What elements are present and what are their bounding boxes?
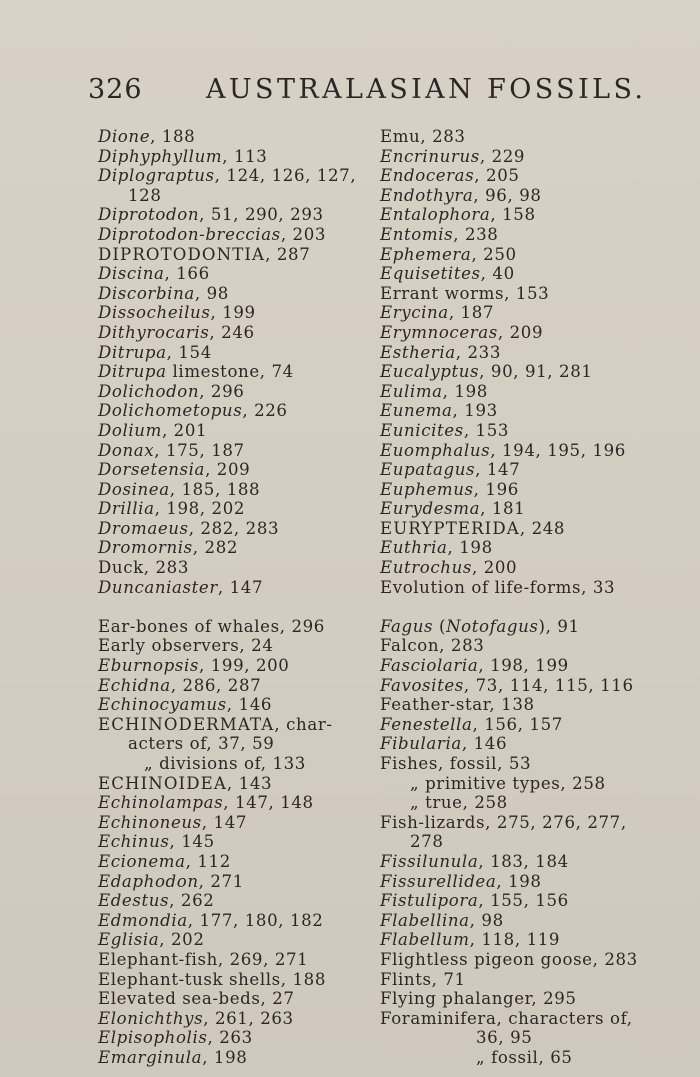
- index-term: Dolichometopus: [98, 401, 243, 421]
- index-term: Dosinea: [98, 479, 170, 499]
- index-page-refs: , 238: [453, 224, 499, 244]
- index-term: Diprotodon: [98, 205, 200, 225]
- index-term: Eutrochus: [380, 558, 472, 578]
- index-entry: [380, 1048, 680, 1068]
- index-term: Eurydesma: [380, 499, 481, 519]
- index-page-refs: , 124, 126, 127,: [214, 166, 357, 186]
- index-entry: [380, 343, 680, 363]
- index-term: Fissurellidea: [380, 871, 497, 891]
- index-page-refs: , 198: [447, 538, 493, 558]
- index-page-refs: , 194, 195, 196: [490, 440, 626, 460]
- index-term: Ditrupa: [98, 342, 167, 362]
- index-entry: [98, 205, 360, 225]
- index-page-refs: , 200: [471, 558, 518, 578]
- index-page-refs: , 198: [442, 381, 488, 401]
- index-entry: [380, 695, 680, 715]
- index-page-refs: , 51, 290, 293: [199, 205, 324, 225]
- index-term: Fish-lizards: [380, 812, 486, 832]
- index-entry: [380, 362, 680, 382]
- index-term: Eulima: [380, 381, 443, 401]
- index-page-refs: , 199, 200: [199, 656, 290, 676]
- index-term: Diprotodon-breccias: [98, 224, 281, 244]
- index-entry: [98, 127, 360, 147]
- index-page-refs: , 187: [448, 303, 495, 323]
- index-entry: [98, 225, 360, 245]
- index-entry: [380, 284, 680, 304]
- index-entry: [380, 930, 680, 950]
- index-page-refs: , 147: [475, 460, 521, 480]
- index-term: Euphemus: [380, 479, 474, 499]
- index-term: Discina: [98, 264, 165, 284]
- index-entry: [98, 323, 360, 343]
- index-page-refs: , 118, 119: [469, 930, 561, 950]
- index-page-refs: , 275, 276, 277,: [485, 812, 627, 832]
- section-gap: [98, 597, 360, 617]
- index-entry: [380, 656, 680, 676]
- index-page-refs: 128: [128, 185, 162, 205]
- index-page-refs: , 96, 98: [473, 185, 542, 205]
- index-entry: [98, 617, 360, 637]
- index-entry: [380, 989, 680, 1009]
- index-entry: [98, 695, 360, 715]
- index-term: Dolichodon: [98, 381, 200, 401]
- index-entry: [98, 147, 360, 167]
- index-page-refs: , 153: [504, 283, 550, 303]
- index-entry: [380, 186, 680, 206]
- index-page-refs: , 209: [205, 460, 251, 480]
- index-page-refs: , 147: [201, 812, 248, 832]
- index-term: Echinoneus: [98, 812, 202, 832]
- index-entry: [380, 734, 680, 754]
- index-term: Dromaeus: [98, 518, 189, 538]
- index-entry: [98, 1048, 360, 1068]
- index-entry: [98, 245, 360, 265]
- index-page-refs: „ primitive types, 258: [410, 773, 606, 793]
- index-entry: [98, 715, 360, 735]
- index-entry: [98, 970, 360, 990]
- index-page-refs: , 166: [164, 264, 210, 284]
- index-entry: [98, 382, 360, 402]
- index-page-refs: , 24: [239, 636, 274, 656]
- index-page-refs: , 155, 156: [478, 891, 569, 911]
- index-term: Fenestella: [380, 714, 473, 734]
- index-term: Entomis: [380, 224, 454, 244]
- index-page-refs: , 143: [226, 773, 273, 793]
- index-entry: [380, 774, 680, 794]
- index-entry: [380, 832, 680, 852]
- index-page-refs: , 271: [198, 871, 244, 891]
- index-page-refs: , 198: [496, 871, 542, 891]
- index-page-refs: , 146: [461, 734, 508, 754]
- index-term: Eunicites: [380, 420, 464, 440]
- index-page-refs: , 226: [242, 401, 288, 421]
- index-term: Falcon: [380, 636, 440, 656]
- index-page-refs: , 282, 283: [188, 518, 280, 538]
- index-entry: [380, 911, 680, 931]
- index-term: Dromornis: [98, 538, 193, 558]
- index-term: Echinus: [98, 832, 170, 852]
- index-term: Duncaniaster: [98, 577, 218, 597]
- index-page-refs: , 73, 114, 115, 116: [463, 675, 634, 695]
- index-entry: [380, 421, 680, 441]
- index-page-refs: , 146: [226, 695, 273, 715]
- index-page-refs: , 262: [169, 891, 215, 911]
- index-term: Fagus: [380, 616, 434, 636]
- index-page-refs: , 183, 184: [478, 851, 569, 871]
- index-entry: [98, 480, 360, 500]
- index-page-refs: , 296: [279, 616, 325, 636]
- index-page-refs: , 261, 263: [203, 1008, 294, 1028]
- index-entry: [380, 480, 680, 500]
- index-entry: [98, 578, 360, 598]
- index-page-refs: , 209: [497, 322, 544, 342]
- index-term: Eunema: [380, 401, 453, 421]
- index-term: Eburnopsis: [98, 656, 199, 676]
- index-term: Flabellina: [380, 910, 470, 930]
- index-page-refs: , 246: [209, 322, 255, 342]
- index-term: Dione: [98, 127, 151, 146]
- index-entry: [98, 441, 360, 461]
- index-entry: [98, 872, 360, 892]
- index-entry: [98, 362, 360, 382]
- index-term: Endoceras: [380, 166, 475, 186]
- index-term: Echinolampas: [98, 793, 224, 813]
- index-entry: [98, 852, 360, 872]
- index-page-refs: , 156, 157: [472, 714, 563, 734]
- index-page-refs: , 269, 271: [217, 949, 309, 969]
- index-page-refs: , 233: [455, 342, 501, 362]
- index-page-refs: , 283: [592, 949, 638, 969]
- index-page-refs: , 282: [192, 538, 239, 558]
- index-page-refs: , 98: [194, 283, 229, 303]
- index-term: Estheria: [380, 342, 456, 362]
- index-page-refs: , 53: [497, 754, 532, 773]
- index-page-refs: , 199: [210, 303, 256, 323]
- index-page-refs: , 153: [463, 420, 510, 440]
- index-term: Entalophora: [380, 205, 491, 225]
- index-page-refs: , 147, 148: [223, 793, 314, 813]
- index-term: Equisetites: [380, 264, 481, 284]
- index-term: Fibularia: [380, 734, 462, 754]
- index-entry: [98, 989, 360, 1009]
- index-entry: [380, 538, 680, 558]
- index-term: Flints: [380, 969, 432, 989]
- index-term: Discorbina: [98, 283, 195, 303]
- index-page-refs: , 198: [202, 1047, 248, 1067]
- index-page-refs: , 113: [222, 146, 268, 166]
- index-term: Euthria: [380, 538, 448, 558]
- index-entry: [380, 617, 680, 637]
- index-term: Duck: [98, 558, 144, 578]
- index-page-refs: , 283: [439, 636, 485, 656]
- index-entry: [380, 401, 680, 421]
- index-term: Diphyphyllum: [98, 146, 223, 166]
- index-entry: [98, 832, 360, 852]
- index-entry: [98, 930, 360, 950]
- index-page-refs: acters of, 37, 59: [128, 734, 275, 754]
- index-term: ECHINODERMATA: [98, 714, 275, 734]
- index-page-refs: 278: [410, 832, 444, 852]
- index-entry: [380, 1009, 680, 1029]
- index-entry: [380, 323, 680, 343]
- index-page-refs: 36, 95: [476, 1028, 533, 1048]
- index-term: EURYPTERIDA: [380, 518, 520, 538]
- index-term: Edaphodon: [98, 871, 199, 891]
- index-page-refs: , 205: [474, 166, 520, 186]
- index-term: Elephant-fish: [98, 949, 218, 969]
- index-term: Euomphalus: [380, 440, 491, 460]
- index-page-refs: , 287: [265, 244, 311, 264]
- index-entry: [380, 382, 680, 402]
- index-page-refs: , 27: [260, 989, 295, 1009]
- index-term: Foraminifera: [380, 1008, 497, 1028]
- index-page-refs: , 250: [471, 244, 517, 264]
- index-page-refs: , 188: [150, 127, 196, 146]
- index-page-refs: , 71: [431, 969, 466, 989]
- index-entry: [380, 578, 680, 598]
- page-header: [88, 74, 647, 114]
- index-entry: [380, 891, 680, 911]
- index-entry: [98, 656, 360, 676]
- index-term: Fistulipora: [380, 891, 479, 911]
- index-entry: [380, 636, 680, 656]
- index-entry: [98, 891, 360, 911]
- index-entry: [98, 793, 360, 813]
- index-entry: [380, 147, 680, 167]
- index-term: Erycina: [380, 303, 449, 323]
- index-term: Diplograptus: [98, 166, 215, 186]
- index-entry: [98, 950, 360, 970]
- index-entry: [98, 774, 360, 794]
- index-entry: [98, 1009, 360, 1029]
- index-entry: [380, 950, 680, 970]
- index-entry: [380, 676, 680, 696]
- index-page-refs: , 188: [280, 969, 326, 989]
- index-entry: [380, 793, 680, 813]
- index-entry: [98, 186, 360, 206]
- index-term: ECHINOIDEA: [98, 773, 227, 793]
- index-column-right: [380, 127, 680, 1068]
- index-entry: [98, 1028, 360, 1048]
- index-term: Ditrupa: [98, 362, 167, 382]
- index-term: Elonichthys: [98, 1008, 204, 1028]
- index-term: Drillia: [98, 499, 155, 519]
- index-entry: [380, 519, 680, 539]
- index-term: Flying phalanger: [380, 989, 532, 1009]
- index-page-refs: , 177, 180, 182: [187, 910, 324, 930]
- index-entry: [98, 734, 360, 754]
- index-term: Elephant-tusk shells: [98, 969, 281, 989]
- index-term: Dolium: [98, 420, 162, 440]
- index-page-refs: limestone, 74: [166, 362, 294, 382]
- index-term: Ear-bones of whales: [98, 616, 280, 636]
- index-term: Elevated sea-beds: [98, 989, 261, 1009]
- index-entry: [380, 303, 680, 323]
- index-entry: [380, 970, 680, 990]
- index-term: Donax: [98, 440, 155, 460]
- index-page-refs: , 198, 202: [154, 499, 246, 519]
- index-page-refs: , 185, 188: [169, 479, 261, 499]
- index-entry: [380, 558, 680, 578]
- index-page-refs: , 154: [166, 342, 212, 362]
- index-entry: [98, 421, 360, 441]
- index-term: Eupatagus: [380, 460, 476, 480]
- index-page-refs: „ divisions of, 133: [144, 754, 306, 773]
- index-entry: [380, 1028, 680, 1048]
- index-term: Feather-star: [380, 695, 490, 715]
- index-page-refs: , 295: [531, 989, 577, 1009]
- index-entry: [98, 676, 360, 696]
- page-number: 326: [88, 74, 143, 105]
- index-term: Favosites: [380, 675, 464, 695]
- index-page-refs: , 175, 187: [154, 440, 245, 460]
- index-entry: [380, 499, 680, 519]
- index-page-refs: , 33: [581, 577, 616, 597]
- index-page-refs: , 90, 91, 281: [479, 362, 593, 382]
- index-page-refs: , 193: [452, 401, 498, 421]
- index-entry: [98, 911, 360, 931]
- index-term: Fishes, fossil: [380, 754, 498, 773]
- index-entry: [98, 538, 360, 558]
- index-entry: [98, 519, 360, 539]
- index-page-refs: , 158: [490, 205, 536, 225]
- index-entry: [98, 303, 360, 323]
- index-entry: [380, 127, 680, 147]
- index-term: Fissilunula: [380, 851, 479, 871]
- index-term: Edmondia: [98, 910, 188, 930]
- index-page-refs: , 40: [480, 264, 515, 284]
- index-term: Dissocheilus: [98, 303, 211, 323]
- index-entry: [380, 460, 680, 480]
- index-term: Erymnoceras: [380, 322, 498, 342]
- index-entry: [98, 558, 360, 578]
- index-entry: [380, 205, 680, 225]
- index-term: Echidna: [98, 675, 171, 695]
- index-entry: [98, 401, 360, 421]
- index-entry: [380, 166, 680, 186]
- index-entry: [380, 715, 680, 735]
- index-page-refs: „ fossil, 65: [476, 1047, 573, 1067]
- index-entry: [98, 284, 360, 304]
- index-page-refs: , 248: [519, 518, 566, 538]
- index-page-refs: , 198, 199: [478, 656, 569, 676]
- index-term: Dithyrocaris: [98, 322, 210, 342]
- index-entry: [98, 343, 360, 363]
- index-page-refs: (Notofagus), 91: [433, 616, 580, 636]
- index-term: Flabellum: [380, 930, 470, 950]
- index-entry: [380, 225, 680, 245]
- index-page-refs: , 145: [169, 832, 215, 852]
- index-term: Dorsetensia: [98, 460, 206, 480]
- index-term: Evolution of life-forms: [380, 577, 582, 597]
- index-term: Errant worms: [380, 283, 505, 303]
- index-page-refs: , 203: [280, 224, 327, 244]
- index-entry: [380, 872, 680, 892]
- index-term: Endothyra: [380, 185, 474, 205]
- index-term: Eucalyptus: [380, 362, 480, 382]
- index-term: Edestus: [98, 891, 170, 911]
- index-page-refs: , characters of,: [496, 1008, 633, 1028]
- index-page-refs: , 229: [479, 146, 526, 166]
- index-entry: [380, 441, 680, 461]
- index-page-refs: , 196: [473, 479, 519, 499]
- index-entry: [380, 852, 680, 872]
- index-page-refs: , 283: [143, 558, 189, 578]
- index-page-refs: , 138: [489, 695, 535, 715]
- index-column-left: [98, 127, 360, 1068]
- index-page-refs: , 201: [161, 420, 208, 440]
- index-entry: [98, 460, 360, 480]
- index-entry: [380, 754, 680, 774]
- index-term: Flightless pigeon goose: [380, 949, 593, 969]
- index-entry: [380, 245, 680, 265]
- index-term: Emarginula: [98, 1047, 203, 1067]
- index-term: Echinocyamus: [98, 695, 227, 715]
- index-term: DIPROTODONTIA: [98, 244, 266, 264]
- index-term: Elpisopholis: [98, 1028, 208, 1048]
- index-entry: [98, 499, 360, 519]
- index-term: Encrinurus: [380, 146, 480, 166]
- index-entry: [98, 636, 360, 656]
- index-page-refs: , char-: [274, 714, 333, 734]
- running-title: AUSTRALASIAN FOSSILS.: [206, 74, 647, 105]
- index-page-refs: , 202: [159, 930, 205, 950]
- index-page-refs: , 286, 287: [170, 675, 262, 695]
- index-entry: [98, 813, 360, 833]
- index-entry: [380, 813, 680, 833]
- index-term: Eglisia: [98, 930, 160, 950]
- index-entry: [380, 264, 680, 284]
- index-page-refs: , 112: [185, 851, 231, 871]
- index-page-refs: , 147: [217, 577, 264, 597]
- index-page-refs: , 283: [420, 127, 466, 146]
- index-entry: [98, 264, 360, 284]
- index-entry: [98, 166, 360, 186]
- index-term: Ecionema: [98, 851, 186, 871]
- index-entry: [98, 754, 360, 774]
- index-term: Early observers: [98, 636, 240, 656]
- section-gap: [380, 597, 680, 617]
- index-term: Fasciolaria: [380, 656, 479, 676]
- index-page-refs: „ true, 258: [410, 793, 508, 813]
- index-term: Ephemera: [380, 244, 472, 264]
- index-page-refs: , 296: [199, 381, 245, 401]
- index-page-refs: , 263: [207, 1028, 253, 1048]
- index-page-refs: , 181: [480, 499, 526, 519]
- index-term: Emu: [380, 127, 421, 146]
- index-page-refs: , 98: [469, 910, 504, 930]
